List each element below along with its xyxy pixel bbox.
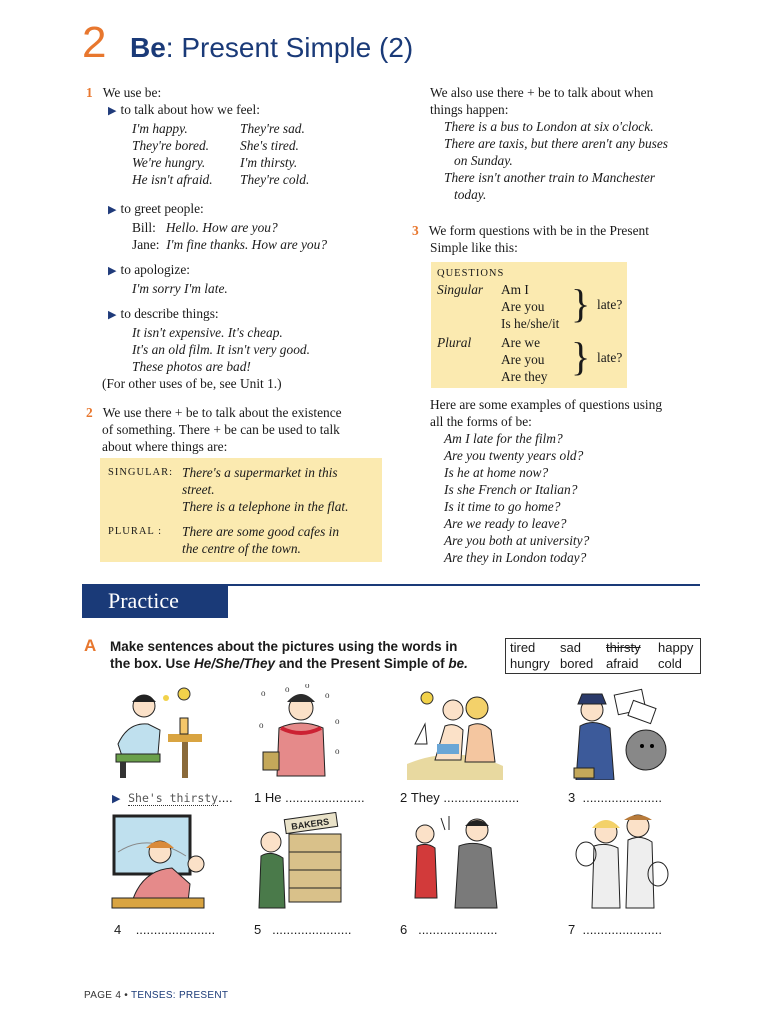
describe-example: It isn't expensive. It's cheap.	[132, 325, 283, 340]
arrow-icon: ▶	[112, 793, 121, 805]
section1-intro: We use be:	[102, 85, 162, 100]
question-form: Are they	[501, 369, 548, 384]
svg-text:o: o	[261, 688, 266, 698]
exercise-letter: A	[84, 636, 97, 655]
greet-label: to greet people:	[120, 201, 204, 216]
feel-examples	[86, 120, 406, 188]
plural-label: Plural	[437, 335, 472, 350]
feel-example: They're bored.	[132, 138, 209, 153]
plural-example: There are some good cafes in	[182, 524, 340, 539]
word: cold	[658, 656, 682, 671]
question-form: Is he/she/it	[501, 316, 560, 331]
answer-prompt[interactable]: ......................	[135, 922, 216, 937]
question-example: Is she French or Italian?	[444, 482, 578, 497]
practice-title: Practice	[108, 588, 179, 613]
section-number: 3	[412, 223, 419, 238]
answer-line-2	[400, 790, 519, 805]
answer-prompt[interactable]: They .....................	[410, 790, 520, 805]
page-footer	[84, 990, 228, 1001]
question-example: Are you twenty years old?	[444, 448, 584, 463]
answer-number: 7	[568, 922, 576, 937]
singular-example: There is a telephone in the flat.	[182, 499, 349, 514]
question-example: Are they in London today?	[444, 550, 587, 565]
singular-example: street.	[182, 482, 215, 497]
question-form: Are you	[501, 299, 545, 314]
word-crossed: thirsty	[606, 640, 641, 655]
section-1	[86, 84, 406, 392]
answer-line-7	[568, 922, 662, 937]
picture-cold-man	[255, 684, 347, 780]
right-example: There are taxis, but there aren't any buses	[444, 136, 669, 151]
title-rest: : Present Simple (2)	[165, 32, 414, 63]
apologize-label: to apologize:	[120, 262, 191, 277]
answer-number: 1	[254, 790, 262, 805]
late-label: late?	[597, 297, 623, 312]
speaker: Jane:	[132, 237, 160, 252]
feel-example: They're cold.	[240, 172, 310, 187]
word: sad	[560, 640, 581, 655]
svg-text:o: o	[285, 684, 290, 694]
page-number: PAGE 4	[84, 990, 122, 1001]
answer-number: 4	[114, 922, 122, 937]
picture-bored-woman	[108, 812, 208, 912]
question-example: Is he at home now?	[444, 465, 549, 480]
arrow-icon: ▶	[108, 309, 117, 321]
answer-prompt[interactable]: ......................	[582, 922, 662, 937]
right-text: We also use there + be to talk about when	[430, 85, 654, 100]
answer-prompt[interactable]: ......................	[418, 922, 498, 937]
arrow-icon: ▶	[108, 105, 117, 117]
right-example: There isn't another train to Manchester	[444, 170, 656, 185]
answer-number: 5	[254, 922, 262, 937]
right-text: things happen:	[430, 102, 509, 117]
title-be: Be	[130, 32, 166, 63]
question-example: Is it time to go home?	[444, 499, 561, 514]
unit-number: 2	[82, 18, 107, 67]
answer-number: 6	[400, 922, 408, 937]
feel-example: They're sad.	[240, 121, 305, 136]
greet-text: Hello. How are you?	[165, 220, 278, 235]
feel-example: I'm happy.	[132, 121, 188, 136]
question-example: Am I late for the film?	[444, 431, 563, 446]
answer-prompt[interactable]: ......................	[272, 922, 352, 937]
bakers-sign: BAKERS	[290, 816, 330, 832]
question-form: Am I	[501, 282, 529, 297]
question-example: Are we ready to leave?	[444, 516, 567, 531]
word-box	[505, 638, 701, 674]
instruction-part: be.	[448, 656, 468, 671]
questions-header: QUESTIONS	[437, 268, 505, 279]
instruction-line-1: Make sentences about the pictures using the words in	[110, 639, 458, 654]
arrow-icon: ▶	[108, 204, 117, 216]
question-form: Are you	[501, 352, 545, 367]
right-example: today.	[454, 187, 487, 202]
svg-text:o: o	[305, 684, 310, 690]
feel-example: I'm thirsty.	[240, 155, 298, 170]
answer-line-5	[254, 922, 352, 937]
example-answer: She's thirsty	[128, 791, 219, 805]
exercise-instruction	[110, 638, 468, 672]
section2-text: about where things are:	[102, 439, 228, 454]
svg-text:o: o	[335, 746, 340, 756]
practice-banner	[82, 584, 228, 618]
answer-prompt[interactable]: ......................	[582, 790, 662, 805]
answer-line-6	[400, 922, 498, 937]
question-form: Are we	[501, 335, 541, 350]
apologize-example: I'm sorry I'm late.	[132, 281, 228, 296]
singular-label: Singular	[437, 282, 484, 297]
questions-box	[431, 262, 627, 388]
word: bored	[560, 656, 594, 671]
brace-icon: }	[571, 281, 591, 326]
right-top	[430, 84, 710, 203]
section-3	[412, 222, 712, 256]
picture-happy-couple	[405, 684, 505, 780]
examples-intro: Here are some examples of questions using	[430, 397, 663, 412]
question-example: Are you both at university?	[444, 533, 590, 548]
feel-label: to talk about how we feel:	[120, 102, 260, 117]
describe-example: It's an old film. It isn't very good.	[132, 342, 310, 357]
picture-hungry-boy	[255, 812, 347, 912]
section2-text: of something. There + be can be used to talk	[102, 422, 340, 437]
singular-label: SINGULAR:	[108, 467, 174, 478]
section2-text: We use there + be to talk about the existence	[102, 405, 342, 420]
section3-text: Simple like this:	[430, 240, 518, 255]
instruction-part: and the Present Simple of	[275, 656, 449, 671]
answer-line-3	[568, 790, 662, 805]
picture-afraid-postman	[572, 684, 672, 780]
section-number: 2	[86, 405, 93, 420]
svg-text:o: o	[325, 690, 330, 700]
describe-example: These photos are bad!	[132, 359, 251, 374]
arrow-icon: ▶	[108, 265, 117, 277]
right-example: There is a bus to London at six o'clock.	[444, 119, 654, 134]
page-title	[130, 30, 413, 66]
word: happy	[658, 640, 694, 655]
late-label: late?	[597, 350, 623, 365]
there-be-box	[100, 458, 382, 562]
svg-text:o: o	[259, 720, 264, 730]
plural-label: PLURAL :	[108, 526, 162, 537]
word: hungry	[510, 656, 550, 671]
answer-prompt[interactable]: He ......................	[264, 790, 365, 805]
feel-example: We're hungry.	[132, 155, 206, 170]
examples-intro: all the forms of be:	[430, 414, 532, 429]
section-number: 1	[86, 85, 93, 100]
answer-line-4	[114, 922, 215, 937]
section3-text: We form questions with be in the Present	[428, 223, 649, 238]
singular-example: There's a supermarket in this	[182, 465, 338, 480]
footer-section: TENSES: PRESENT	[131, 990, 229, 1001]
right-example: on Sunday.	[454, 153, 513, 168]
picture-tired-couple	[572, 812, 672, 912]
section-2	[86, 404, 406, 455]
plural-example: the centre of the town.	[182, 541, 301, 556]
svg-text:o: o	[335, 716, 340, 726]
picture-happy-greeting	[405, 812, 505, 912]
word: afraid	[606, 656, 639, 671]
footer-bullet: •	[124, 990, 129, 1001]
section1-note: (For other uses of be, see Unit 1.)	[102, 376, 282, 391]
feel-example: She's tired.	[240, 138, 299, 153]
brace-icon: }	[571, 334, 591, 379]
word: tired	[510, 640, 536, 655]
feel-example: He isn't afraid.	[132, 172, 213, 187]
answer-number: 3	[568, 790, 576, 805]
picture-thirsty-girl	[108, 684, 208, 780]
describe-label: to describe things:	[120, 306, 219, 321]
answer-line-1	[254, 790, 365, 805]
instruction-part: He/She/They	[194, 656, 276, 671]
answer-number: 2	[400, 790, 408, 805]
speaker: Bill:	[132, 220, 156, 235]
example-answer-line: ▶ She's thirsty....	[112, 790, 233, 805]
instruction-part: the box. Use	[110, 656, 195, 671]
greet-text: I'm fine thanks. How are you?	[166, 237, 328, 252]
question-examples	[430, 396, 720, 566]
